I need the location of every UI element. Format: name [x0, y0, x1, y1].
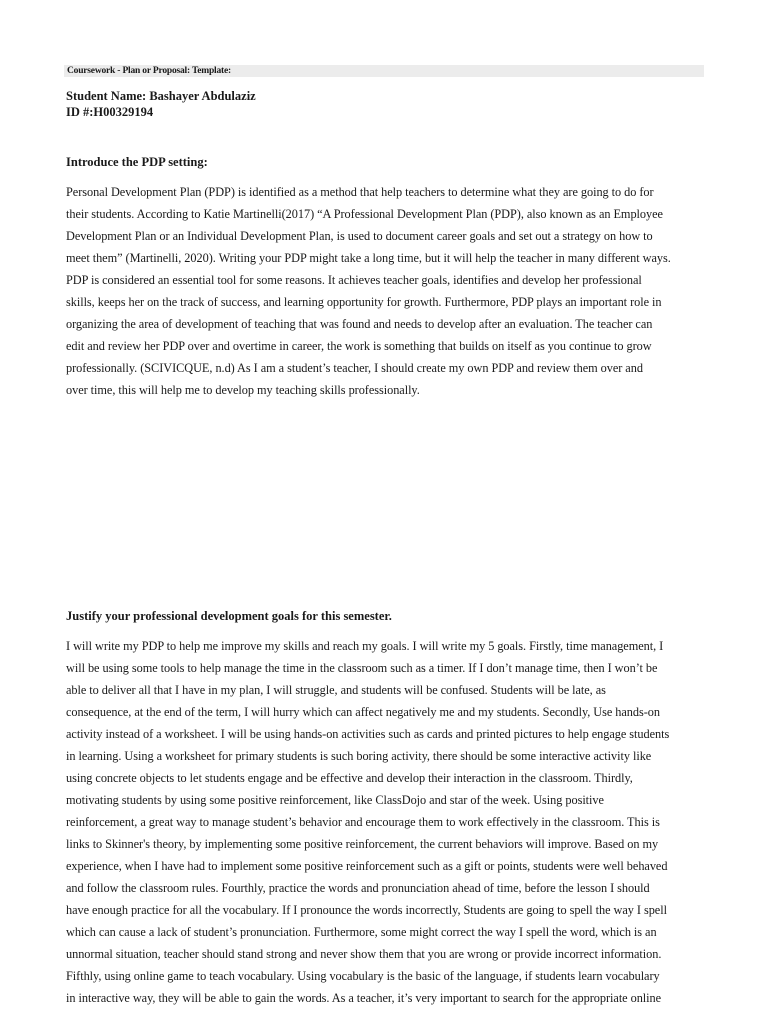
paragraph-line: PDP is considered an essential tool for some reasons. It achieves teacher goals, identifies and develop her professional	[66, 273, 642, 287]
section-paragraph-goals	[66, 637, 706, 1011]
paragraph-line: reinforcement, a great way to manage student’s behavior and encourage them to work effectively in the classroom. This is	[66, 815, 660, 829]
student-name: Student Name: Bashayer Abdulaziz	[66, 89, 256, 103]
paragraph-line: in learning. Using a worksheet for primary students is such boring activity, there should be some interactive activity like	[66, 749, 652, 763]
paragraph-line: and follow the classroom rules. Fourthly, practice the words and pronunciation ahead of time, before the lesson I should	[66, 881, 650, 895]
paragraph-line: meet them” (Martinelli, 2020). Writing your PDP might take a long time, but it will help the teacher in many different ways.	[66, 251, 671, 265]
paragraph-line: organizing the area of development of teaching that was found and needs to develop after an evaluation. The teacher can	[66, 317, 653, 331]
paragraph-line: skills, keeps her on the track of success, and learning opportunity for growth. Furthermore, PDP plays an important role in	[66, 295, 662, 309]
paragraph-line: unnormal situation, teacher should stand strong and never show them that you are wrong or provide incorrect information.	[66, 947, 662, 961]
paragraph-line: their students. According to Katie Martinelli(2017) “A Professional Development Plan (PDP), also known as an Employee	[66, 207, 663, 221]
paragraph-line: in interactive way, they will be able to gain the words. As a teacher, it’s very important to search for the appropriate online	[66, 991, 662, 1005]
template-header-label: Coursework - Plan or Proposal: Template:	[67, 66, 231, 76]
paragraph-line: I will write my PDP to help me improve my skills and reach my goals. I will write my 5 goals. Firstly, time management, I	[66, 639, 664, 653]
section-heading-goals: Justify your professional development goals for this semester.	[66, 609, 392, 623]
section-heading-pdp-setting: Introduce the PDP setting:	[66, 155, 208, 169]
paragraph-line: Personal Development Plan (PDP) is identified as a method that help teachers to determine what they are going to do for	[66, 185, 654, 199]
paragraph-line: using concrete objects to let students engage and be effective and develop their interaction in the classroom. Thirdly,	[66, 771, 633, 785]
paragraph-line: will be using some tools to help manage the time in the classroom such as a timer. If I don’t manage time, then I won’t be	[66, 661, 658, 675]
paragraph-line: professionally. (SCIVICQUE, n.d) As I am a student’s teacher, I should create my own PDP and review them over and	[66, 361, 643, 375]
section-paragraph-pdp-setting	[66, 183, 706, 403]
paragraph-line: activity instead of a worksheet. I will be using hands-on activities such as cards and printed pictures to help engage students	[66, 727, 670, 741]
paragraph-line: edit and review her PDP over and overtime in career, the work is something that builds on itself as you continue to grow	[66, 339, 652, 353]
paragraph-line: which can cause a lack of student’s pronunciation. Furthermore, some might correct the way I spell the word, which is an	[66, 925, 657, 939]
paragraph-line: motivating students by using some positive reinforcement, like ClassDojo and star of the week. Using positive	[66, 793, 604, 807]
student-id: ID #:H00329194	[66, 105, 154, 119]
paragraph-line: able to deliver all that I have in my plan, I will struggle, and students will be confused. Students will be late, as	[66, 683, 606, 697]
paragraph-line: have enough practice for all the vocabulary. If I pronounce the words incorrectly, Students are going to spell the way I spell	[66, 903, 667, 917]
paragraph-line: Development Plan or an Individual Development Plan, is used to document career goals and set out a strategy on how to	[66, 229, 653, 243]
paragraph-line: Fifthly, using online game to teach vocabulary. Using vocabulary is the basic of the language, if students learn vocabulary	[66, 969, 660, 983]
paragraph-line: consequence, at the end of the term, I will hurry which can affect negatively me and my students. Secondly, Use hands-on	[66, 705, 660, 719]
paragraph-line: experience, when I have had to implement some positive reinforcement such as a gift or points, students were well behaved	[66, 859, 668, 873]
paragraph-line: over time, this will help me to develop my teaching skills professionally.	[66, 383, 420, 397]
paragraph-line: links to Skinner's theory, by implementing some positive reinforcement, the current behaviors will improve. Based on my	[66, 837, 659, 851]
